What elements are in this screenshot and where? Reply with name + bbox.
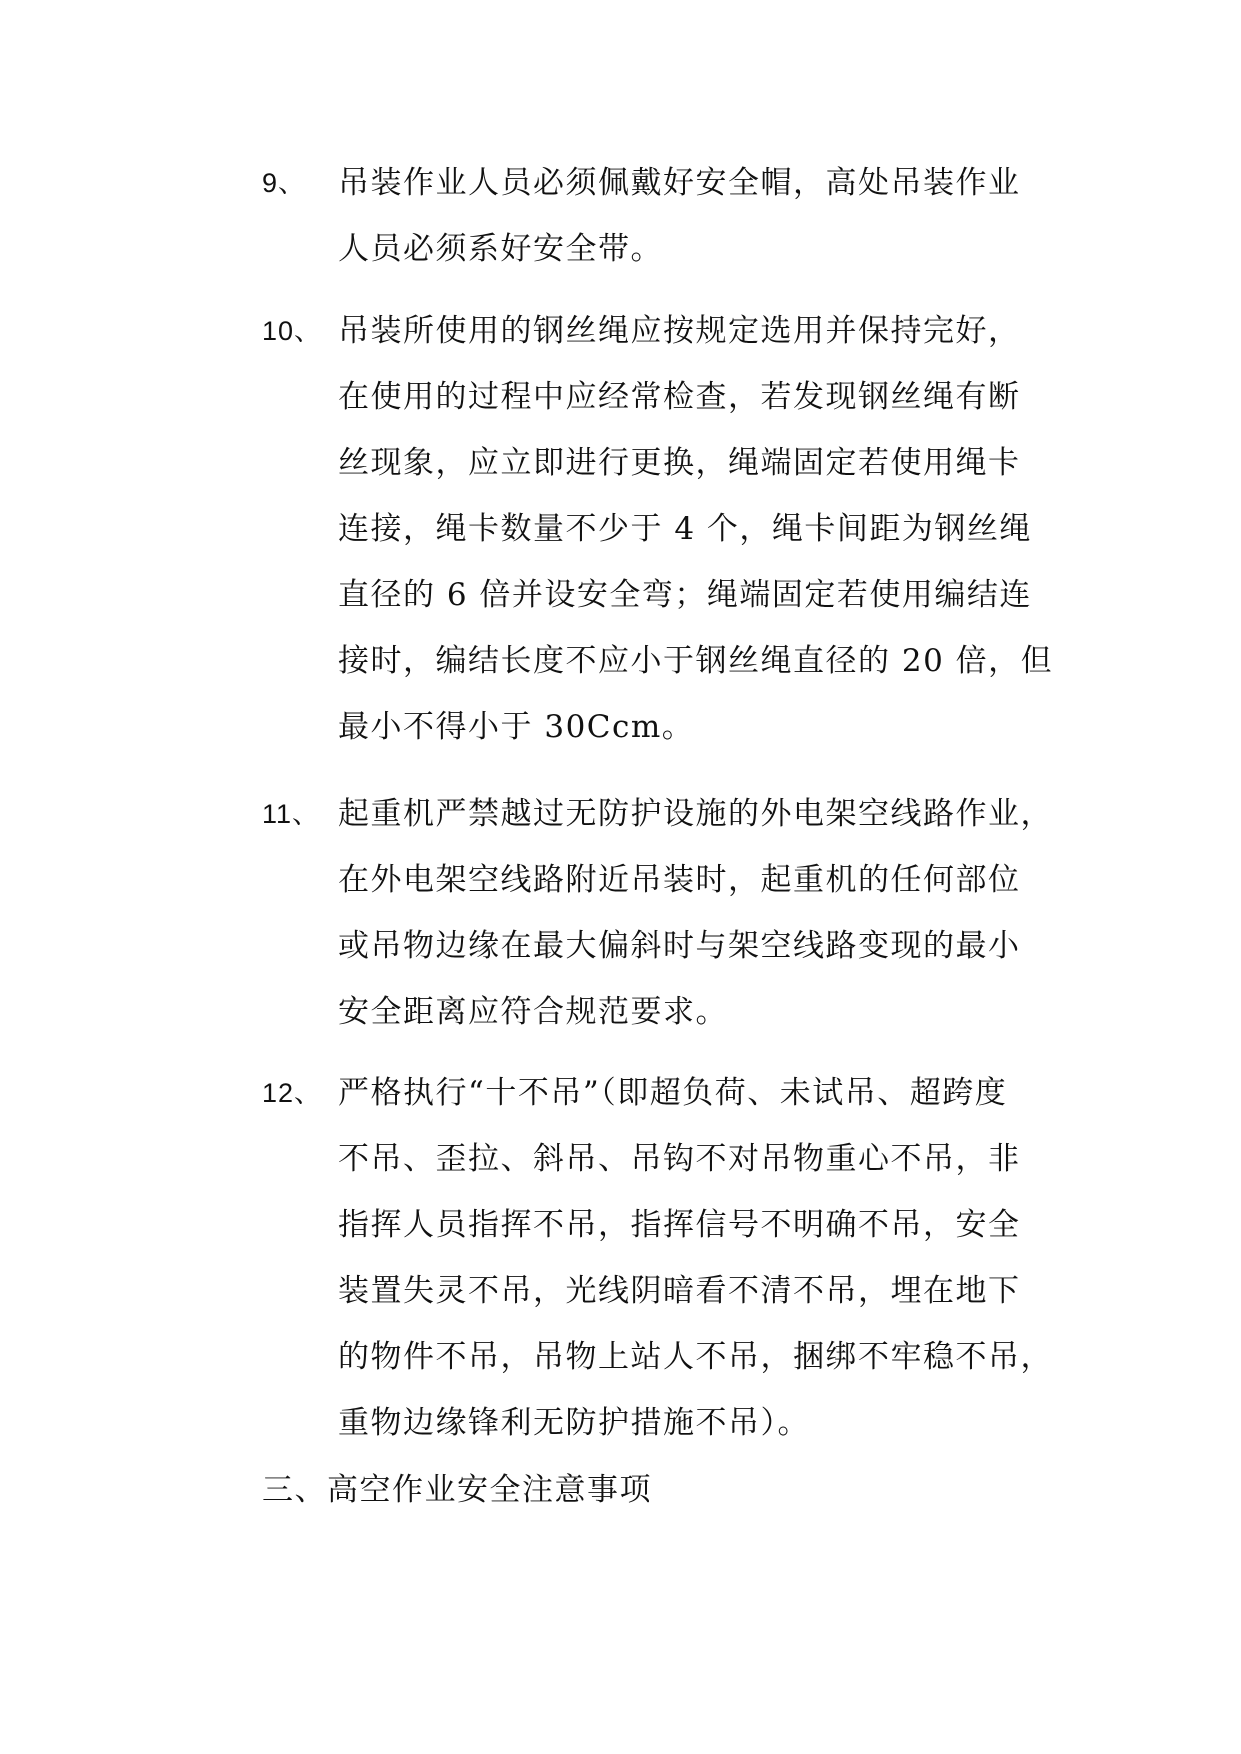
- item-text-line: 吊装作业人员必须佩戴好安全帽，高处吊装作业: [338, 165, 1021, 201]
- item-number: 9、: [262, 168, 307, 198]
- item-text-line: 安全距离应符合规范要求。: [338, 994, 728, 1030]
- item-text-line: 接时，编结长度不应小于钢丝绳直径的 20 倍，但: [338, 643, 1054, 679]
- item-text-line: 人员必须系好安全带。: [338, 231, 663, 267]
- item-text-line: 在使用的过程中应经常检查，若发现钢丝绳有断: [338, 379, 1021, 415]
- item-text-line: 重物边缘锋利无防护措施不吊）。: [338, 1405, 810, 1441]
- item-text-line: 严格执行“十不吊”（即超负荷、未试吊、超跨度: [338, 1075, 1008, 1111]
- item-text-line: 的物件不吊，吊物上站人不吊，捆绑不牢稳不吊，: [338, 1339, 1053, 1375]
- item-text-line: 在外电架空线路附近吊装时，起重机的任何部位: [338, 862, 1021, 898]
- item-text-line: 或吊物边缘在最大偏斜时与架空线路变现的最小: [338, 928, 1021, 964]
- item-number: 10、: [262, 316, 323, 346]
- item-text-line: 连接，绳卡数量不少于 4 个，绳卡间距为钢丝绳: [338, 511, 1032, 547]
- item-number: 11、: [262, 799, 321, 829]
- item-text-line: 最小不得小于 30Ccm。: [338, 709, 695, 745]
- item-text-line: 吊装所使用的钢丝绳应按规定选用并保持完好，: [338, 313, 1021, 349]
- item-text-line: 不吊、歪拉、斜吊、吊钩不对吊物重心不吊，非: [338, 1141, 1021, 1177]
- section-heading: 三、高空作业安全注意事项: [262, 1472, 652, 1508]
- item-text-line: 直径的 6 倍并设安全弯；绳端固定若使用编结连: [338, 577, 1032, 613]
- item-text-line: 装置失灵不吊，光线阴暗看不清不吊，埋在地下: [338, 1273, 1021, 1309]
- item-text-line: 指挥人员指挥不吊，指挥信号不明确不吊，安全: [338, 1207, 1021, 1243]
- item-text-line: 丝现象，应立即进行更换，绳端固定若使用绳卡: [338, 445, 1021, 481]
- item-text-line: 起重机严禁越过无防护设施的外电架空线路作业，: [338, 796, 1053, 832]
- item-number: 12、: [262, 1078, 323, 1108]
